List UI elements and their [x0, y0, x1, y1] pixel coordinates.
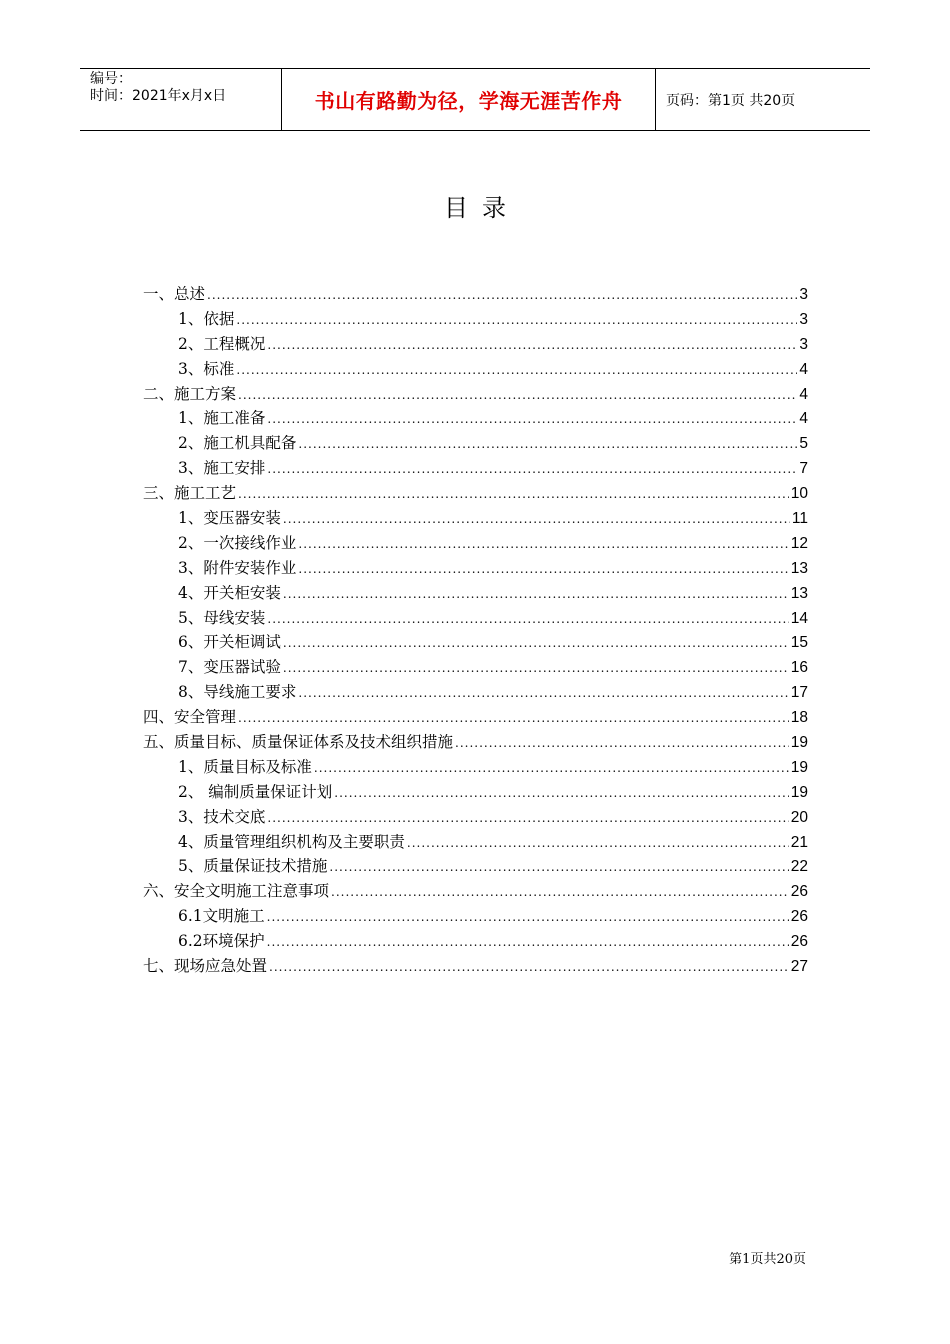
toc-entry-label: 2、一次接线作业 — [178, 533, 297, 552]
toc-entry[interactable] — [143, 531, 808, 556]
toc-entry-page: 26 — [790, 908, 808, 926]
toc-entry-label: 三、施工工艺 — [143, 484, 237, 503]
toc-leader-dots — [267, 930, 789, 955]
toc-entry-page: 4 — [799, 385, 808, 403]
toc-entry-page: 4 — [799, 410, 808, 428]
toc-entry[interactable] — [143, 307, 808, 332]
toc-leader-dots — [407, 831, 789, 856]
toc-leader-dots — [267, 905, 789, 930]
toc-entry[interactable] — [143, 780, 808, 805]
toc-entry[interactable] — [143, 406, 808, 431]
toc-entry[interactable] — [143, 630, 808, 655]
toc-entry-page: 19 — [790, 758, 808, 776]
toc-entry-page: 26 — [790, 883, 808, 901]
toc-leader-dots — [455, 731, 789, 756]
toc-entry[interactable] — [143, 556, 808, 581]
toc-entry[interactable] — [143, 481, 808, 506]
toc-entry-label: 4、开关柜安装 — [178, 583, 281, 602]
toc-leader-dots — [236, 308, 797, 333]
toc-entry-page: 26 — [790, 933, 808, 951]
table-of-contents — [143, 282, 808, 979]
toc-entry[interactable] — [143, 431, 808, 456]
toc-entry-label: 2、施工机具配备 — [178, 434, 297, 453]
toc-entry[interactable] — [143, 755, 808, 780]
toc-title: 目录 — [444, 194, 520, 222]
toc-entry-page: 3 — [799, 335, 808, 353]
toc-entry[interactable] — [143, 382, 808, 407]
toc-leader-dots — [267, 457, 797, 482]
toc-entry-page: 15 — [790, 634, 808, 652]
toc-leader-dots — [283, 507, 790, 532]
toc-entry-label: 6.1文明施工 — [178, 907, 265, 926]
toc-leader-dots — [329, 855, 788, 880]
toc-entry-label: 8、导线施工要求 — [178, 683, 297, 702]
toc-leader-dots — [238, 482, 789, 507]
toc-leader-dots — [331, 880, 789, 905]
toc-entry-page: 16 — [790, 659, 808, 677]
header-motto: 书山有路勤为径，学海无涯苦作舟 — [282, 69, 656, 130]
toc-entry-label: 四、安全管理 — [143, 708, 237, 727]
toc-entry-label: 3、标准 — [178, 359, 235, 378]
toc-leader-dots — [298, 557, 788, 582]
toc-leader-dots — [283, 631, 789, 656]
toc-entry[interactable] — [143, 879, 808, 904]
toc-entry-page: 19 — [790, 783, 808, 801]
toc-entry[interactable] — [143, 332, 808, 357]
toc-entry-label: 五、质量目标、质量保证体系及技术组织措施 — [143, 733, 454, 752]
toc-entry-label: 1、施工准备 — [178, 409, 266, 428]
document-time: 时间：2021年x月x日 — [90, 88, 227, 104]
toc-entry[interactable] — [143, 929, 808, 954]
toc-entry-page: 19 — [790, 734, 808, 752]
toc-leader-dots — [236, 358, 797, 383]
toc-entry-page: 11 — [791, 510, 808, 528]
toc-leader-dots — [314, 756, 789, 781]
toc-entry-label: 4、质量管理组织机构及主要职责 — [178, 832, 405, 851]
toc-leader-dots — [298, 432, 797, 457]
toc-leader-dots — [269, 955, 789, 980]
toc-entry-label: 1、依据 — [178, 309, 235, 328]
toc-entry[interactable] — [143, 805, 808, 830]
toc-leader-dots — [238, 706, 789, 731]
header-meta — [80, 69, 282, 130]
toc-entry[interactable] — [143, 954, 808, 979]
toc-entry-label: 2、 编制质量保证计划 — [178, 782, 333, 801]
toc-entry[interactable] — [143, 655, 808, 680]
toc-leader-dots — [267, 607, 788, 632]
toc-leader-dots — [207, 283, 797, 308]
toc-entry-label: 6、开关柜调试 — [178, 633, 281, 652]
toc-entry[interactable] — [143, 581, 808, 606]
toc-entry-page: 5 — [799, 435, 808, 453]
toc-entry-page: 20 — [790, 808, 808, 826]
toc-entry-page: 13 — [790, 559, 808, 577]
toc-entry-label: 1、变压器安装 — [178, 509, 281, 528]
toc-entry[interactable] — [143, 680, 808, 705]
toc-entry-page: 4 — [799, 360, 808, 378]
toc-entry[interactable] — [143, 830, 808, 855]
toc-entry-page: 18 — [790, 709, 808, 727]
toc-entry[interactable] — [143, 854, 808, 879]
toc-entry-page: 22 — [790, 858, 808, 876]
toc-entry-page: 14 — [790, 609, 808, 627]
toc-entry-label: 5、质量保证技术措施 — [178, 857, 328, 876]
toc-leader-dots — [334, 781, 788, 806]
toc-entry-label: 3、技术交底 — [178, 807, 266, 826]
toc-entry[interactable] — [143, 456, 808, 481]
toc-entry-label: 6.2环境保护 — [178, 932, 265, 951]
page-footer: 第1页共20页 — [729, 1252, 806, 1267]
toc-entry-label: 一、总述 — [143, 285, 206, 303]
toc-entry-page: 3 — [799, 286, 808, 303]
toc-leader-dots — [267, 333, 797, 358]
toc-entry-page: 17 — [790, 684, 808, 702]
header-page-info: 页码：第1页 共20页 — [666, 92, 796, 109]
toc-entry-label: 2、工程概况 — [178, 334, 266, 353]
toc-entry[interactable] — [143, 730, 808, 755]
toc-entry-label: 六、安全文明施工注意事项 — [143, 882, 330, 901]
toc-leader-dots — [238, 383, 797, 408]
toc-leader-dots — [267, 407, 797, 432]
toc-entry[interactable] — [143, 904, 808, 929]
toc-entry-page: 21 — [790, 833, 808, 851]
toc-entry-page: 3 — [799, 310, 808, 328]
toc-entry-label: 1、质量目标及标准 — [178, 757, 312, 776]
toc-entry[interactable] — [143, 357, 808, 382]
toc-entry-page: 27 — [790, 958, 808, 976]
toc-entry[interactable] — [143, 606, 808, 631]
toc-entry[interactable] — [143, 506, 808, 531]
page-header — [80, 68, 870, 131]
toc-leader-dots — [298, 532, 788, 557]
toc-entry-label: 二、施工方案 — [143, 384, 237, 403]
toc-leader-dots — [267, 806, 788, 831]
toc-entry-page: 7 — [799, 460, 808, 478]
toc-leader-dots — [283, 656, 789, 681]
toc-entry[interactable] — [143, 705, 808, 730]
toc-entry-label: 3、施工安排 — [178, 459, 266, 478]
toc-entry[interactable] — [143, 282, 808, 307]
toc-leader-dots — [298, 681, 788, 706]
toc-entry-label: 七、现场应急处置 — [143, 957, 268, 976]
toc-entry-page: 12 — [790, 534, 808, 552]
toc-entry-label: 5、母线安装 — [178, 608, 266, 627]
toc-entry-label: 7、变压器试验 — [178, 658, 281, 677]
document-number-label: 编号： — [90, 71, 132, 87]
toc-entry-label: 3、附件安装作业 — [178, 558, 297, 577]
toc-leader-dots — [283, 582, 789, 607]
toc-entry-page: 10 — [790, 485, 808, 503]
toc-entry-page: 13 — [790, 584, 808, 602]
